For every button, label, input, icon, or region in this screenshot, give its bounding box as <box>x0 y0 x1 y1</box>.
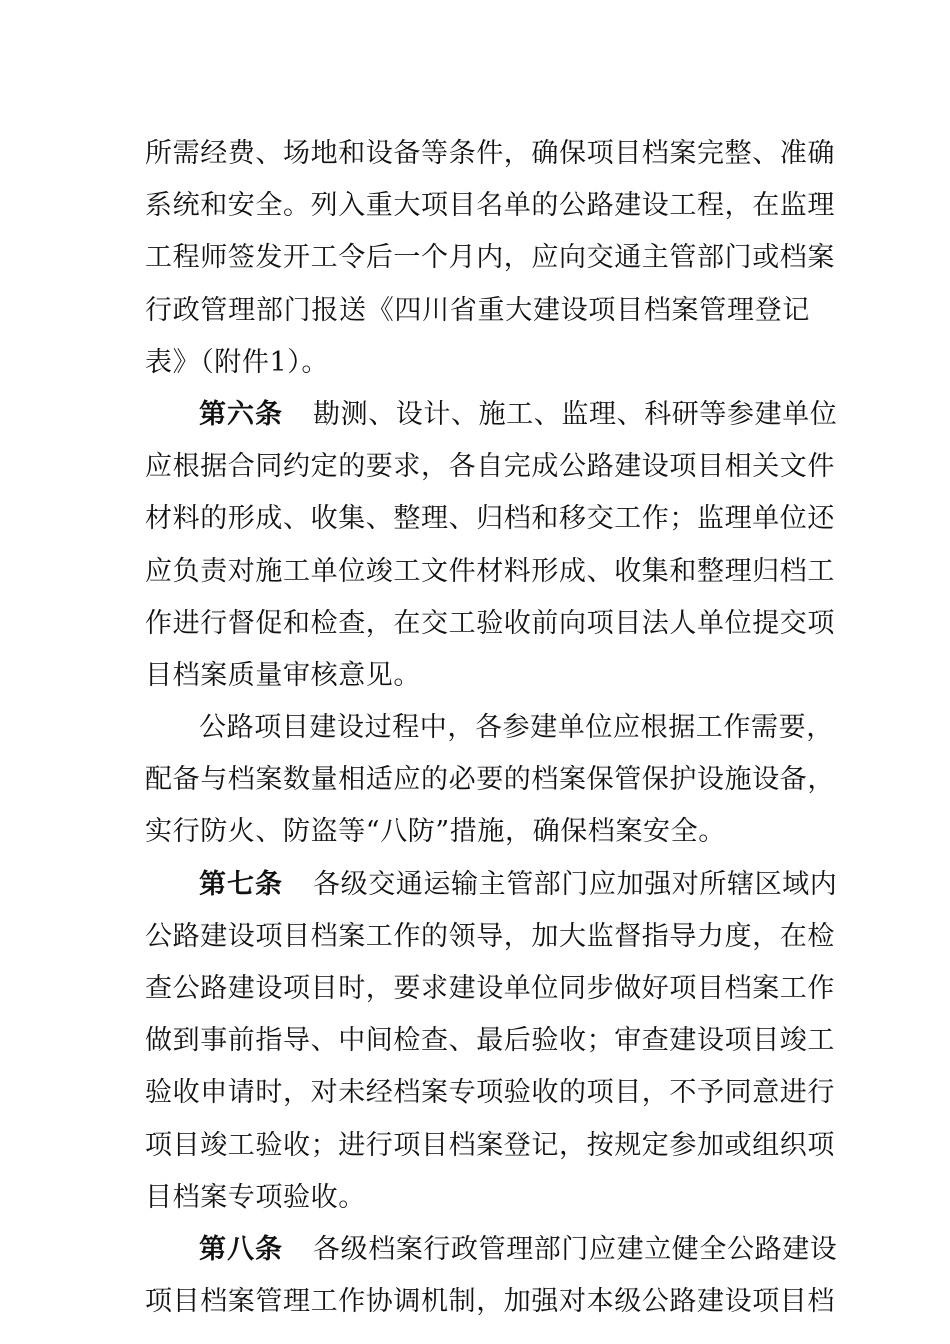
text-line: 材料的形成、收集、整理、归档和移交工作；监理单位还 <box>145 503 835 535</box>
text-line: 配备与档案数量相适应的必要的档案保管保护设施设备， <box>145 764 835 796</box>
text-line: 行政管理部门报送《四川省重大建设项目档案管理登记 <box>145 294 810 326</box>
text-line: 查公路建设项目时，要求建设单位同步做好项目档案工作 <box>145 973 835 1004</box>
text-line: 应负责对施工单位竣工文件材料形成、收集和整理归档工 <box>145 555 835 587</box>
text-line: 验收申请时，对未经档案专项验收的项目，不予同意进行 <box>145 1077 835 1109</box>
text-line: 目档案质量审核意见。 <box>145 659 421 691</box>
text-line: 目档案专项验收。 <box>145 1181 366 1213</box>
text-line: 工程师签发开工令后一个月内，应向交通主管部门或档案 <box>145 242 835 274</box>
text-line: 各级档案行政管理部门应建立健全公路建设 <box>313 1233 838 1265</box>
article-heading: 第八条 <box>199 1233 283 1265</box>
text-line: 勘测、设计、施工、监理、科研等参建单位 <box>313 398 838 430</box>
article-heading: 第七条 <box>199 868 283 900</box>
article-paragraph-start <box>145 859 838 911</box>
text-line: 表》（附件1）。 <box>145 346 329 378</box>
article-paragraph-start <box>145 1224 838 1276</box>
text-line: 各级交通运输主管部门应加强对所辖区域内 <box>313 868 838 900</box>
text-line: 作进行督促和检查，在交工验收前向项目法人单位提交项 <box>145 607 835 639</box>
text-line: 项目竣工验收；进行项目档案登记，按规定参加或组织项 <box>145 1129 835 1161</box>
text-line: 系统和安全。列入重大项目名单的公路建设工程，在监理 <box>145 190 835 222</box>
text-line: 公路建设项目档案工作的领导，加大监督指导力度，在检 <box>145 920 835 952</box>
text-line: 项目档案管理工作协调机制，加强对本级公路建设项目档 <box>145 1286 835 1318</box>
text-line: 做到事前指导、中间检查、最后验收；审查建设项目竣工 <box>145 1025 835 1057</box>
article-paragraph-start <box>145 389 838 441</box>
text-line: 实行防火、防盗等“八防”措施，确保档案安全。 <box>145 816 726 848</box>
text-line: 应根据合同约定的要求，各自完成公路建设项目相关文件 <box>145 451 835 483</box>
document-body <box>145 128 838 1328</box>
article-heading: 第六条 <box>199 398 283 430</box>
text-line: 公路项目建设过程中，各参建单位应根据工作需要， <box>199 712 834 744</box>
text-line: 所需经费、场地和设备等条件，确保项目档案完整、准确 <box>145 138 835 169</box>
